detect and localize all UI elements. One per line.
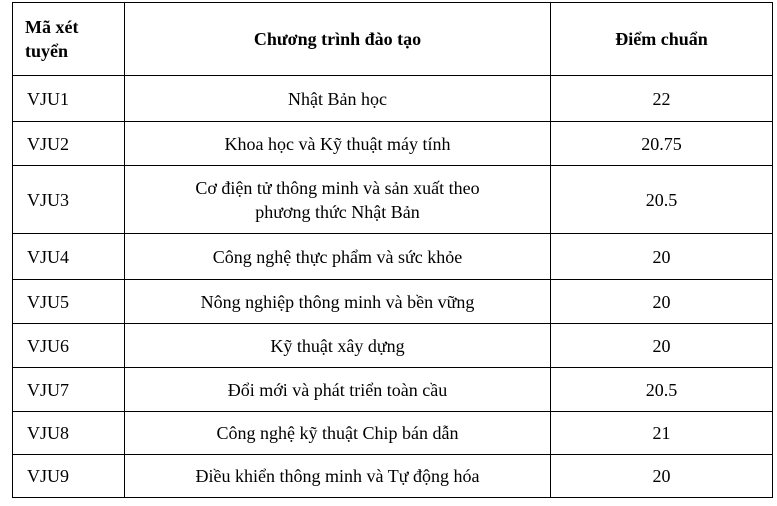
row-program-line2: phương thức Nhật Bản xyxy=(255,201,420,222)
row-score: 21 xyxy=(551,412,773,455)
row-score: 20 xyxy=(551,234,773,280)
row-program: Công nghệ kỹ thuật Chip bán dẫn xyxy=(125,412,551,455)
row-score: 20.5 xyxy=(551,368,773,412)
header-program: Chương trình đào tạo xyxy=(125,3,551,76)
row-score: 20 xyxy=(551,324,773,368)
header-code-line2: tuyển xyxy=(25,41,69,61)
table-row xyxy=(13,122,773,166)
row-code: VJU7 xyxy=(13,368,125,412)
row-score: 20.5 xyxy=(551,166,773,234)
row-program: Nhật Bản học xyxy=(125,76,551,122)
table-header-row xyxy=(13,3,773,76)
header-code-line1: Mã xét xyxy=(25,17,79,37)
row-code: VJU2 xyxy=(13,122,125,166)
row-code: VJU5 xyxy=(13,280,125,324)
table-row xyxy=(13,368,773,412)
row-code: VJU8 xyxy=(13,412,125,455)
row-code: VJU1 xyxy=(13,76,125,122)
row-score: 20.75 xyxy=(551,122,773,166)
row-program-line1: Cơ điện tử thông minh và sản xuất theo xyxy=(195,177,480,198)
admission-score-table xyxy=(12,2,773,498)
table-row xyxy=(13,455,773,498)
table-row xyxy=(13,280,773,324)
row-score: 20 xyxy=(551,455,773,498)
row-code: VJU9 xyxy=(13,455,125,498)
table-row xyxy=(13,412,773,455)
table-row xyxy=(13,324,773,368)
row-program: Nông nghiệp thông minh và bền vững xyxy=(125,280,551,324)
row-code: VJU4 xyxy=(13,234,125,280)
table-row xyxy=(13,166,773,234)
header-score: Điểm chuẩn xyxy=(551,3,773,76)
row-program: Đổi mới và phát triển toàn cầu xyxy=(125,368,551,412)
row-program xyxy=(125,166,551,234)
header-code xyxy=(13,3,125,76)
row-score: 20 xyxy=(551,280,773,324)
table-row xyxy=(13,76,773,122)
table-row xyxy=(13,234,773,280)
row-code: VJU3 xyxy=(13,166,125,234)
row-program: Điều khiển thông minh và Tự động hóa xyxy=(125,455,551,498)
row-program: Kỹ thuật xây dựng xyxy=(125,324,551,368)
row-program: Khoa học và Kỹ thuật máy tính xyxy=(125,122,551,166)
row-code: VJU6 xyxy=(13,324,125,368)
row-program: Công nghệ thực phẩm và sức khỏe xyxy=(125,234,551,280)
row-score: 22 xyxy=(551,76,773,122)
